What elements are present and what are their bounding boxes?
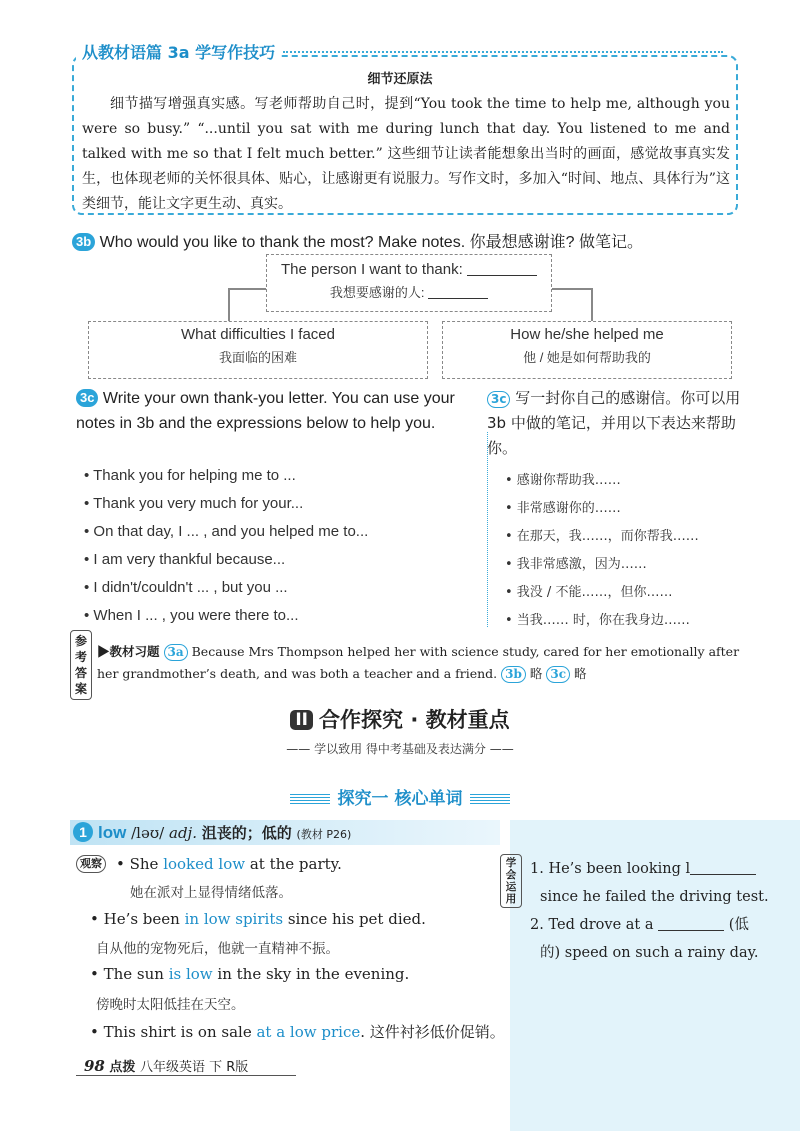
expression-cn: • 感谢你帮助我…… [505, 473, 621, 488]
section-title [0, 704, 800, 734]
section-title-text: 合作探究 · 教材重点 [319, 708, 510, 732]
expression-en: • When I ... , you were there to... [84, 607, 299, 624]
expression-cn: • 当我…… 时，你在我身边…… [505, 613, 690, 628]
footer-rule [76, 1075, 296, 1076]
expression-en: • I didn't/couldn't ... , but you ... [84, 579, 288, 596]
example-translation: 自从他的宠物死后，他就一直精神不振。 [96, 941, 339, 957]
note-box-person [266, 254, 552, 312]
note-box-difficulties-label: What difficulties I faced [181, 326, 335, 343]
question-3b-text: Who would you like to thank the most? Make notes. 你最想感谢谁? 做笔记。 [99, 234, 643, 251]
connector-line [591, 288, 593, 321]
example-sentence [116, 855, 342, 873]
practice-q2-cont: 的) speed on such a rainy day. [540, 945, 759, 961]
word-pos: adj. [169, 824, 197, 842]
practice-tag: 学会运用 [500, 854, 522, 908]
example-highlight: at a low price [256, 1023, 361, 1041]
note-box-difficulties-label-cn: 我面临的困难 [218, 350, 297, 365]
page-number: 98 [84, 1057, 105, 1075]
answer-3b: 略 [529, 666, 543, 681]
example-text: . 这件衬衫低价促销。 [360, 1023, 505, 1041]
expression-cn: • 我非常感激，因为…… [505, 557, 647, 572]
example-highlight: looked low [163, 855, 246, 873]
connector-line [228, 288, 230, 321]
answer-badge-3a: 3a [164, 644, 188, 661]
page-footer [84, 1056, 248, 1075]
topic-title-text: 探究一 核心单词 [337, 789, 463, 809]
connector-line [228, 288, 266, 290]
badge-3c-cn: 3c [487, 391, 510, 408]
note-box-person-label: The person I want to thank: [281, 261, 463, 278]
expression-en: • I am very thankful because... [84, 551, 286, 568]
tip-title: 从教材语篇 3a 学写作技巧 [76, 40, 281, 63]
example-translation: 傍晚时太阳低挂在天空。 [96, 997, 245, 1013]
answer-blank[interactable] [690, 874, 756, 875]
example-text: in the sky in the evening. [212, 965, 410, 983]
example-highlight: in low spirits [184, 910, 284, 928]
expression-cn: • 我没 / 不能……，但你…… [505, 585, 673, 600]
example-text: at the party. [245, 855, 342, 873]
answer-key-tag: 参考答案 [70, 630, 92, 700]
example-text: • He’s been [90, 910, 185, 928]
note-box-helped-label-cn: 他 / 她是如何帮助我的 [523, 350, 651, 365]
answer-blank[interactable] [428, 298, 488, 299]
practice-q1: 1. He’s been looking l [530, 861, 691, 877]
note-box-difficulties[interactable] [88, 321, 428, 379]
example-text: since his pet died. [283, 910, 426, 928]
practice-questions [530, 855, 770, 967]
answer-blank[interactable] [658, 930, 724, 931]
tip-subtitle: 细节还原法 [367, 72, 433, 87]
expression-cn: • 在那天，我……，而你帮我…… [505, 529, 699, 544]
tip-title-divider [283, 51, 723, 53]
answer-key-text [97, 641, 747, 685]
word-meaning: 沮丧的；低的 [201, 824, 292, 842]
connector-line [552, 288, 592, 290]
word-entry [98, 822, 351, 843]
section-number: II [290, 710, 313, 730]
tip-body: 细节描写增强真实感。写老师帮助自己时，提到“You took the time to help me, although you were so busy.” “...until you sat with me during lunch that day. You listened to me and talked with me so that I felt much better.” 这些细节让读者能想象出当时的画面，感觉故事真实发生，也体现老师的关怀很具体、贴心，让感谢更有说服力。写作文时，多加入“时间、地点、具体行为”这类细节，能让文字更生动、真实。 [82, 96, 730, 212]
example-text: • This shirt is on sale [90, 1023, 257, 1041]
question-3c-cn-text: 写一封你自己的感谢信。你可以用 3b 中做的笔记，并用以下表达来帮助你。 [487, 389, 741, 457]
question-3c-en [76, 386, 471, 436]
badge-3b: 3b [72, 233, 95, 251]
note-box-helped-label: How he/she helped me [510, 326, 664, 343]
word-phonetic: /ləʊ/ [131, 824, 165, 842]
word-headword: low [98, 823, 127, 842]
answer-blank[interactable] [467, 275, 537, 276]
decor-stripes [470, 794, 510, 804]
answer-key-label: ▶教材习题 [97, 645, 160, 659]
example-translation: 她在派对上显得情绪低落。 [130, 885, 292, 901]
answer-3a: Because Mrs Thompson helped her with science study, cared for her emotionally after her grandmother’s death, and was both a teacher and a friend. [97, 644, 740, 681]
expression-cn: • 非常感谢你的…… [505, 501, 621, 516]
brand-name: 点拨 [109, 1060, 136, 1075]
expression-en: • Thank you for helping me to ... [84, 467, 296, 484]
book-title: 八年级英语 下 R版 [139, 1060, 249, 1075]
expression-en: • Thank you very much for your... [84, 495, 304, 512]
word-reference: (教材 P26) [296, 828, 352, 841]
expression-en: • On that day, I ... , and you helped me to... [84, 523, 369, 540]
note-box-helped[interactable] [442, 321, 732, 379]
decor-stripes [290, 794, 330, 804]
topic-title [0, 784, 800, 809]
practice-q2: 2. Ted drove at a [530, 917, 654, 933]
question-3c-cn [487, 386, 747, 461]
observe-tag: 观察 [76, 855, 106, 873]
practice-q2-hint: (低 [728, 917, 749, 933]
example-text: • She [116, 855, 164, 873]
column-divider [487, 432, 488, 627]
question-3c-en-text: Write your own thank-you letter. You can use your notes in 3b and the expressions below to help you. [76, 390, 455, 432]
example-sentence [90, 910, 426, 928]
question-3b [72, 229, 643, 252]
answer-badge-3b: 3b [501, 666, 526, 683]
answer-3c: 略 [574, 666, 587, 681]
example-sentence [90, 1021, 505, 1042]
example-highlight: is low [168, 965, 213, 983]
word-number: 1 [73, 822, 93, 842]
note-box-person-label-cn: 我想要感谢的人: [329, 285, 425, 300]
practice-q1-cont: since he failed the driving test. [540, 889, 769, 905]
example-sentence [90, 965, 409, 983]
example-text: • The sun [90, 965, 169, 983]
badge-3c: 3c [76, 389, 98, 407]
answer-badge-3c: 3c [546, 666, 570, 683]
section-subtitle: —— 学以致用 得中考基础及表达满分 —— [286, 742, 514, 756]
